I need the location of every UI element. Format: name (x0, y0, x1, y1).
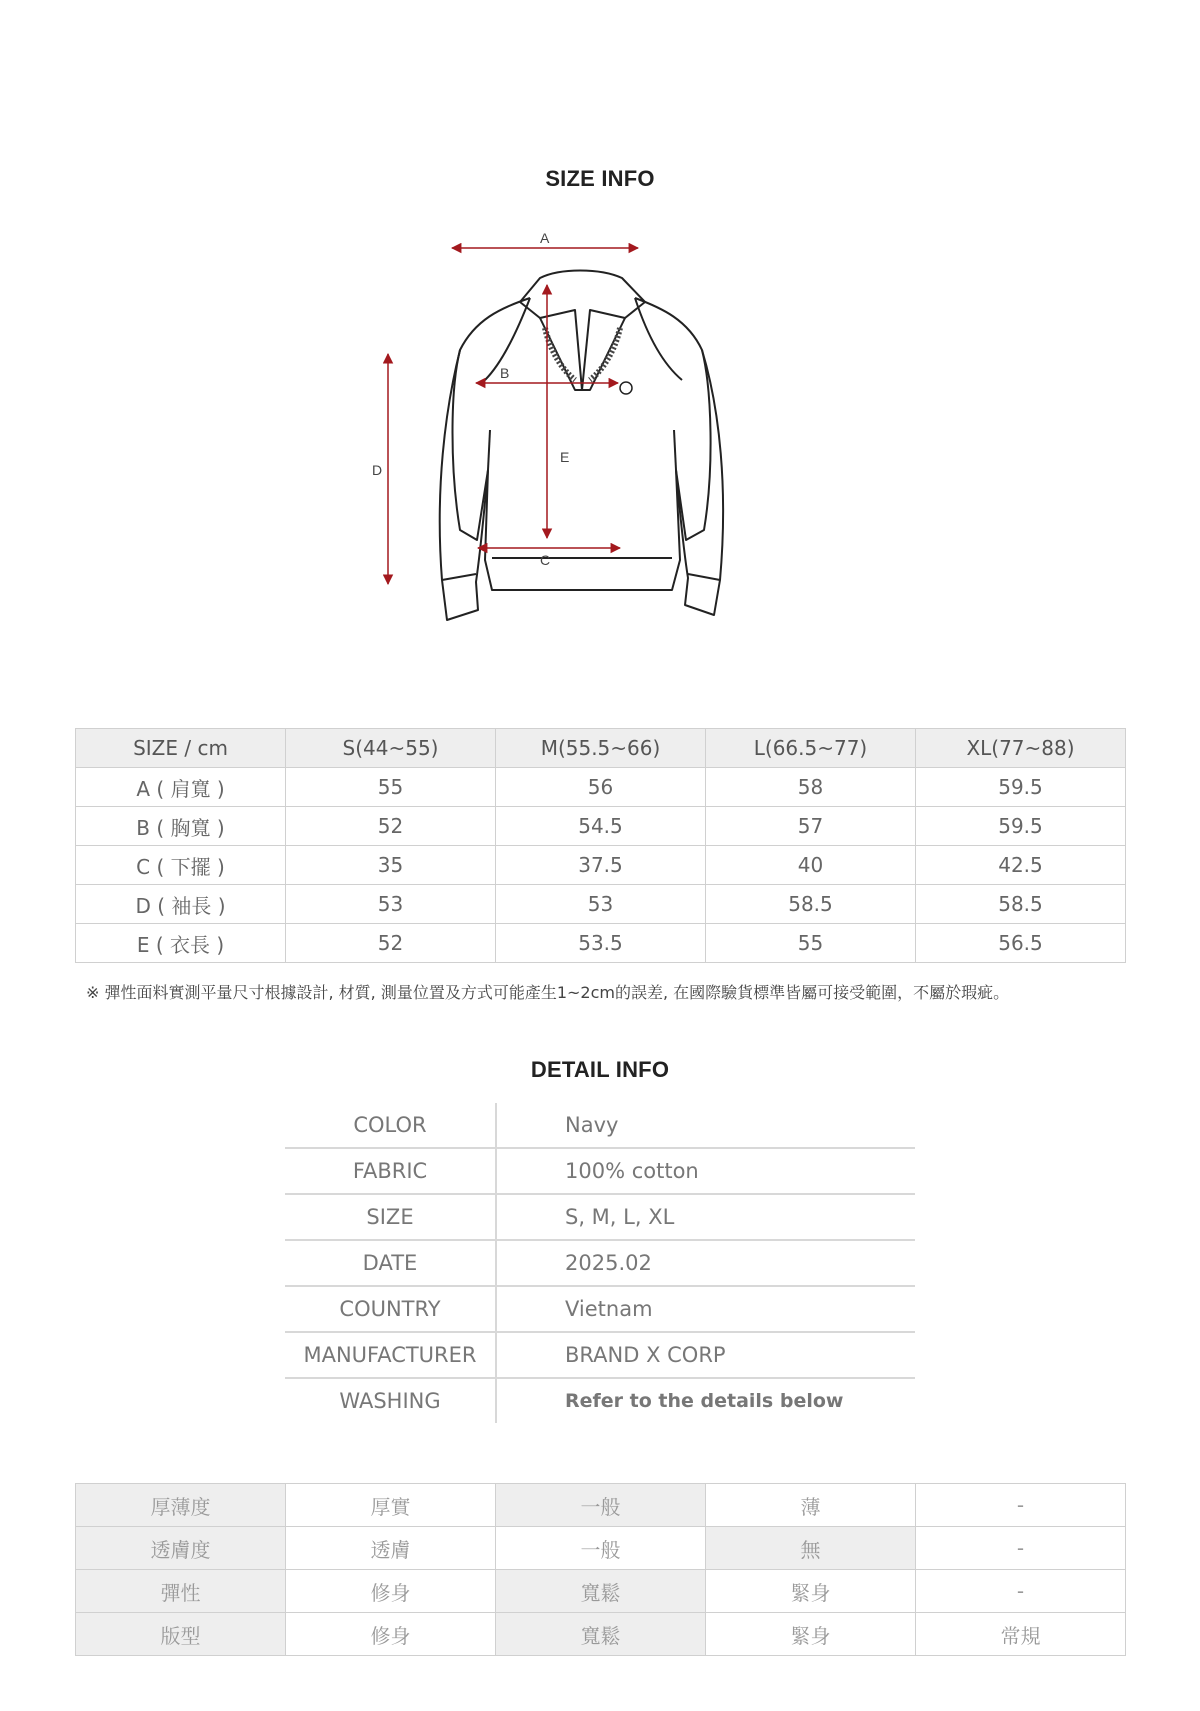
label-b: B (500, 365, 510, 381)
detail-value: Vietnam (496, 1286, 915, 1332)
detail-value: 100% cotton (496, 1148, 915, 1194)
size-cell: 55 (286, 768, 496, 807)
property-option: 緊身 (706, 1570, 916, 1613)
property-label: 透膚度 (76, 1527, 286, 1570)
size-cell: 37.5 (496, 846, 706, 885)
property-option: 修身 (286, 1570, 496, 1613)
detail-table (285, 1103, 915, 1423)
size-cell: 56.5 (916, 924, 1126, 963)
size-cell: 40 (706, 846, 916, 885)
size-cell: 52 (286, 807, 496, 846)
size-cell: 56 (496, 768, 706, 807)
property-label: 厚薄度 (76, 1484, 286, 1527)
size-cell: 52 (286, 924, 496, 963)
size-header-0: SIZE / cm (76, 729, 286, 768)
size-row-label: A ( 肩寬 ) (76, 768, 286, 807)
detail-label: MANUFACTURER (285, 1332, 496, 1378)
detail-value: Navy (496, 1103, 915, 1148)
size-header-4: XL(77~88) (916, 729, 1126, 768)
label-a: A (540, 230, 550, 246)
property-option: - (916, 1570, 1126, 1613)
property-option: 無 (706, 1527, 916, 1570)
size-cell: 53.5 (496, 924, 706, 963)
table-row (285, 1103, 915, 1148)
size-info-title: SIZE INFO (545, 166, 655, 191)
property-option: - (916, 1484, 1126, 1527)
size-cell: 54.5 (496, 807, 706, 846)
size-cell: 53 (496, 885, 706, 924)
size-header-2: M(55.5~66) (496, 729, 706, 768)
property-option: 一般 (496, 1527, 706, 1570)
property-option: 寬鬆 (496, 1570, 706, 1613)
size-cell: 55 (706, 924, 916, 963)
property-option: 透膚 (286, 1527, 496, 1570)
size-row-label: C ( 下擺 ) (76, 846, 286, 885)
property-option: 常規 (916, 1613, 1126, 1656)
table-row (76, 924, 1126, 963)
property-option: 一般 (496, 1484, 706, 1527)
property-label: 版型 (76, 1613, 286, 1656)
size-table-header (76, 729, 1126, 768)
size-cell: 35 (286, 846, 496, 885)
size-cell: 53 (286, 885, 496, 924)
table-row (285, 1194, 915, 1240)
property-option: 薄 (706, 1484, 916, 1527)
property-option: 修身 (286, 1613, 496, 1656)
sweater-outline (440, 271, 723, 621)
size-row-label: E ( 衣長 ) (76, 924, 286, 963)
property-label: 彈性 (76, 1570, 286, 1613)
size-cell: 58.5 (706, 885, 916, 924)
detail-info-title: DETAIL INFO (530, 1057, 670, 1082)
detail-label: FABRIC (285, 1148, 496, 1194)
measurement-note: ※ 彈性面料實測平量尺寸根據設計, 材質, 測量位置及方式可能產生1~2cm的誤差, 在國際驗貨標準皆屬可接受範圍，不屬於瑕疵。 (86, 983, 1010, 1002)
table-row (285, 1378, 915, 1423)
detail-label: COUNTRY (285, 1286, 496, 1332)
size-cell: 58 (706, 768, 916, 807)
property-option: 寬鬆 (496, 1613, 706, 1656)
table-row (285, 1286, 915, 1332)
table-row (76, 885, 1126, 924)
size-cell: 59.5 (916, 807, 1126, 846)
property-option: - (916, 1527, 1126, 1570)
table-row (76, 1484, 1126, 1527)
sweater-diagram (372, 230, 810, 650)
size-row-label: D ( 袖長 ) (76, 885, 286, 924)
detail-value: Refer to the details below (565, 1390, 844, 1412)
detail-label: COLOR (285, 1103, 496, 1148)
property-option: 厚實 (286, 1484, 496, 1527)
table-row (76, 846, 1126, 885)
table-row (285, 1240, 915, 1286)
detail-value: BRAND X CORP (496, 1332, 915, 1378)
table-row (76, 807, 1126, 846)
table-row (285, 1148, 915, 1194)
table-row (76, 1613, 1126, 1656)
table-row (76, 768, 1126, 807)
size-header-1: S(44~55) (286, 729, 496, 768)
size-table (75, 728, 1126, 963)
detail-label: DATE (285, 1240, 496, 1286)
detail-value: 2025.02 (496, 1240, 915, 1286)
detail-label: SIZE (285, 1194, 496, 1240)
measure-arrows (388, 248, 638, 584)
size-cell: 42.5 (916, 846, 1126, 885)
label-c: C (540, 552, 551, 568)
label-e: E (560, 449, 570, 465)
label-d: D (372, 462, 383, 478)
table-row (76, 1570, 1126, 1613)
size-header-3: L(66.5~77) (706, 729, 916, 768)
size-cell: 59.5 (916, 768, 1126, 807)
detail-label: WASHING (285, 1378, 496, 1423)
size-cell: 57 (706, 807, 916, 846)
table-row (76, 1527, 1126, 1570)
detail-value: S, M, L, XL (496, 1194, 915, 1240)
table-row (285, 1332, 915, 1378)
size-cell: 58.5 (916, 885, 1126, 924)
fabric-properties-table (75, 1483, 1126, 1656)
property-option: 緊身 (706, 1613, 916, 1656)
size-row-label: B ( 胸寬 ) (76, 807, 286, 846)
